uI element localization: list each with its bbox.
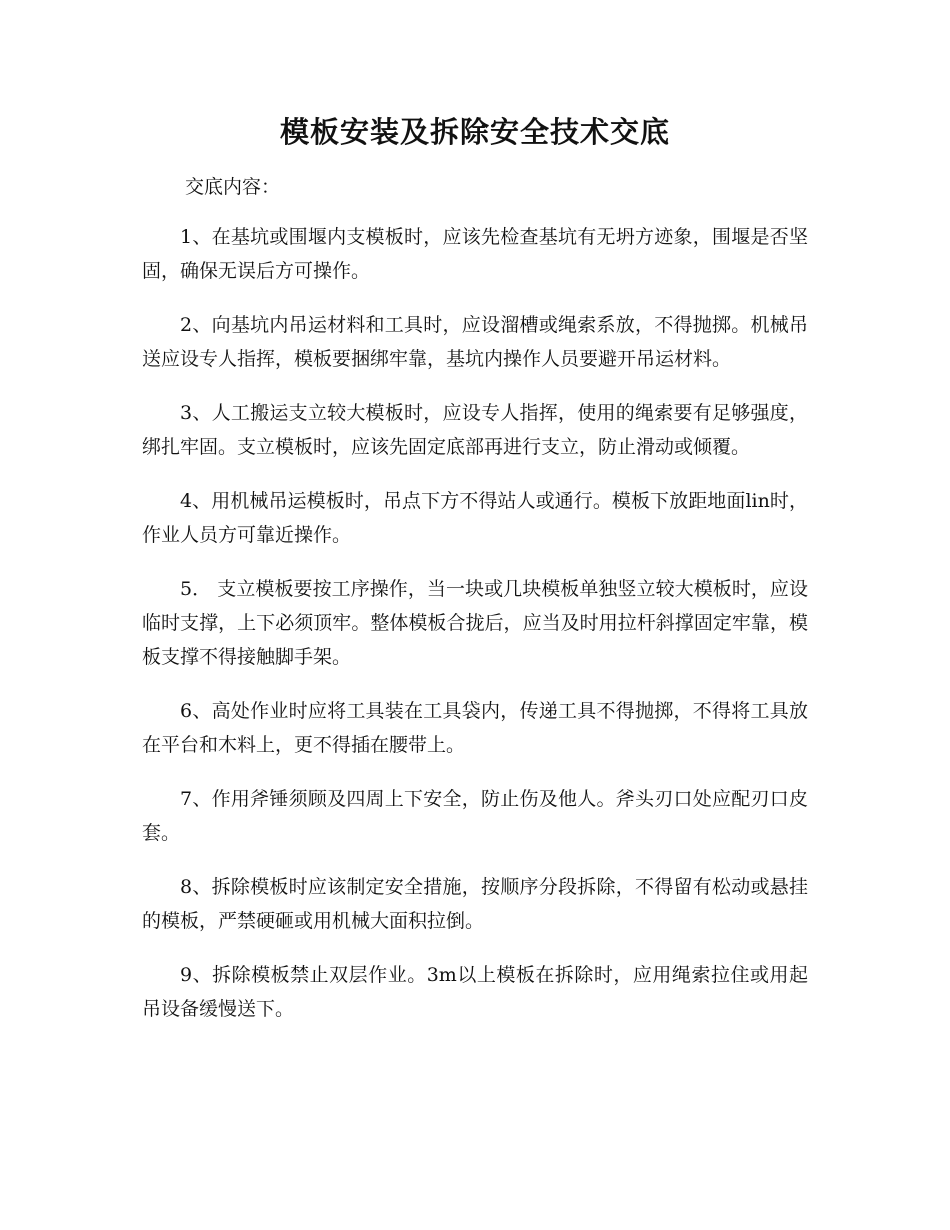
- document-title: 模板安装及拆除安全技术交底: [279, 115, 670, 149]
- document-page: [142, 112, 808, 1046]
- clause-2: 2、向基坑内吊运材料和工具时，应设溜槽或绳索系放，不得抛掷。机械吊送应设专人指挥，模板要捆绑牢靠，基坑内操作人员要避开吊运材料。: [142, 314, 808, 370]
- intro-label: 交底内容：: [185, 176, 281, 198]
- clause-9: 9、拆除模板禁止双层作业。3m以上模板在拆除时，应用绳索拉住或用起吊设备缓慢送下。: [142, 964, 808, 1020]
- clause-6: 6、高处作业时应将工具装在工具袋内，传递工具不得抛掷，不得将工具放在平台和木料上，更不得插在腰带上。: [142, 700, 808, 756]
- clause-8: 8、拆除模板时应该制定安全措施，按顺序分段拆除，不得留有松动或悬挂的模板，严禁硬砸或用机械大面积拉倒。: [142, 876, 808, 932]
- clause-1: 1、在基坑或围堰内支模板时，应该先检查基坑有无坍方迹象，围堰是否坚固，确保无误后方可操作。: [142, 226, 808, 282]
- clause-5: 5． 支立模板要按工序操作，当一块或几块模板单独竖立较大模板时，应设临时支撑，上下必须顶牢。整体模板合拢后，应当及时用拉杆斜撑固定牢靠，模板支撑不得接触脚手架。: [142, 578, 808, 668]
- clause-7: 7、作用斧锤须顾及四周上下安全，防止伤及他人。斧头刃口处应配刃口皮套。: [142, 788, 808, 844]
- clause-4: 4、用机械吊运模板时，吊点下方不得站人或通行。模板下放距地面lin时，作业人员方可靠近操作。: [142, 490, 808, 546]
- clause-3: 3、人工搬运支立较大模板时，应设专人指挥，使用的绳索要有足够强度，绑扎牢固。支立模板时，应该先固定底部再进行支立，防止滑动或倾覆。: [142, 402, 808, 458]
